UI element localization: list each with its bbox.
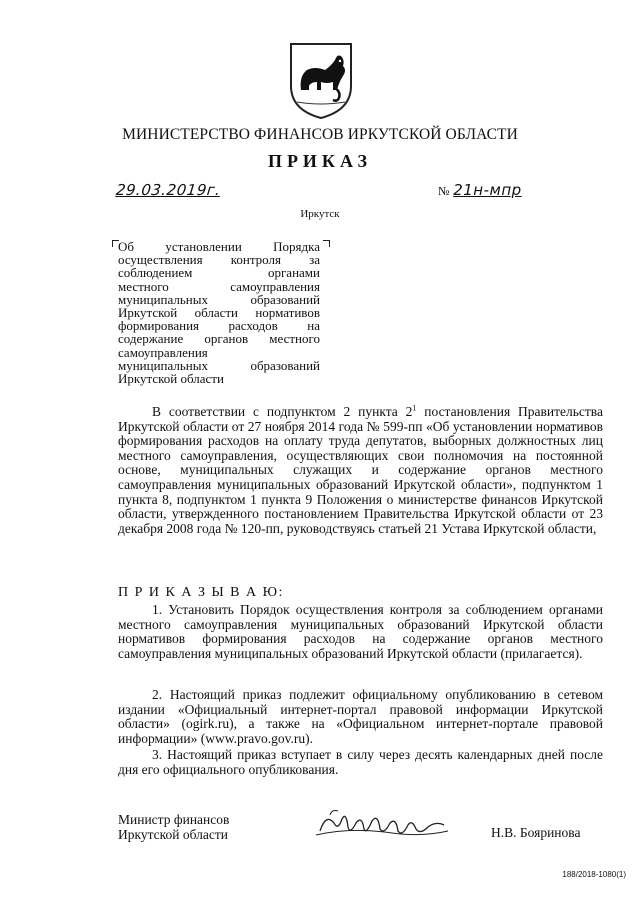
signer-name: Н.В. Бояринова — [491, 825, 581, 840]
topic-line: осуществления контроля за — [118, 252, 320, 268]
order-item-1: 1. Установить Порядок осуществления контроля за соблюдением органами местного самоуправления муниципальных образований Иркутской области нормативов формирования расходов на содержание органов местного самоуправления муниципальных образований Иркутской области (прилагается). — [118, 602, 603, 661]
document-title: ПРИКАЗ — [267, 151, 373, 171]
topic-line: формирования расходов на — [118, 318, 320, 334]
order-topic — [118, 240, 320, 385]
city: Иркутск — [300, 208, 340, 220]
order-item-2: 2. Настоящий приказ подлежит официальному опубликованию в сетевом издании «Официальный интернет-портал правовой информации Иркутской области» (ogirk.ru), а также на «Официальном интернет-портале правовой информации» (www.pravo.gov.ru). — [118, 687, 603, 746]
document-code: 188/2018-1080(1) — [562, 870, 626, 879]
number-sign: № — [438, 184, 450, 198]
topic-line: соблюдением органами — [118, 265, 320, 281]
preamble-text-a: В соответствии с подпунктом 2 пункта 2 — [152, 404, 413, 419]
topic-line: Иркутской области — [118, 371, 224, 387]
signatory-position — [118, 813, 229, 842]
topic-line: муниципальных образований — [118, 291, 320, 307]
topic-line: содержание органов местного — [118, 331, 320, 347]
order-date: 29.03.2019г. — [115, 181, 222, 199]
order-item-3: 3. Настоящий приказ вступает в силу через десять календарных дней после дня его официального опубликования. — [118, 747, 603, 777]
topic-line: Об установлении Порядка — [118, 239, 320, 254]
position-line-2: Иркутской области — [118, 826, 229, 842]
order-number — [438, 181, 522, 200]
topic-line: муниципальных образований — [118, 357, 320, 373]
preamble-superscript: 1 — [412, 403, 417, 413]
topic-line: местного самоуправления — [118, 278, 320, 294]
order-directive-word: П Р И К А З Ы В А Ю: — [118, 585, 284, 600]
topic-line: самоуправления — [118, 344, 208, 360]
coat-of-arms-icon — [287, 40, 355, 120]
preamble-text-b: постановления Правительства Иркутской области от 27 ноября 2014 года № 599-пп «Об установлении нормативов формирования расходов на оплату труда депутатов, выборных должностных лиц местного самоуправления, осуществляющих свои полномочия на постоянной основе, муниципальных служащих и содержание органов местного самоуправления муниципальных образований Иркутской области», подпунктом 1 пункта 8, подпунктом 1 пункта 9 Положения о министерстве финансов Иркутской области, утвержденного постановлением Правительства Иркутской области от 23 декабря 2008 года № 120-пп, руководствуясь статьей 21 Устава Иркутской области, — [118, 404, 603, 536]
topic-line: Иркутской области нормативов — [118, 305, 320, 321]
order-number-value: 21н-мпр — [453, 181, 522, 199]
position-line-1: Министр финансов — [118, 812, 230, 827]
preamble-paragraph — [118, 405, 603, 536]
ministry-name: МИНИСТЕРСТВО ФИНАНСОВ ИРКУТСКОЙ ОБЛАСТИ — [122, 126, 518, 143]
topic-corner-right — [323, 240, 330, 247]
handwritten-signature — [312, 805, 452, 845]
